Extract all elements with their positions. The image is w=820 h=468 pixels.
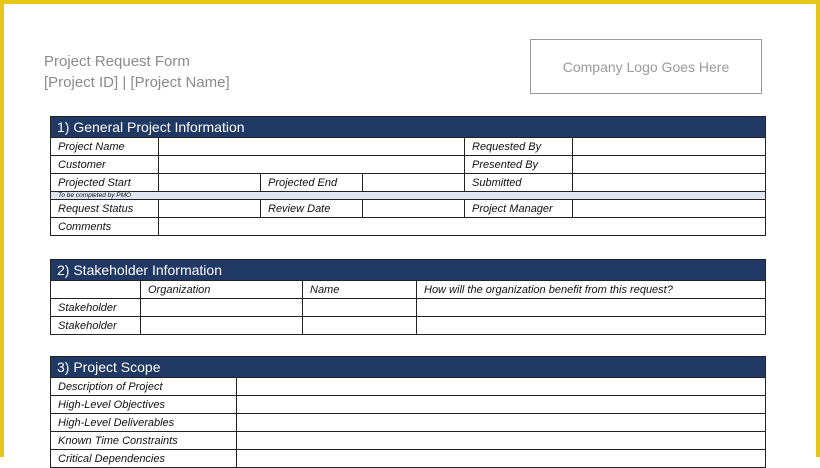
- customer-field[interactable]: [159, 156, 465, 174]
- name-field[interactable]: [303, 299, 417, 317]
- name-field[interactable]: [303, 317, 417, 335]
- organization-field[interactable]: [141, 299, 303, 317]
- project-name-field[interactable]: [159, 138, 465, 156]
- company-logo-placeholder: [530, 39, 762, 94]
- submitted-field[interactable]: [573, 174, 766, 192]
- label-projected-start: Projected Start: [51, 174, 159, 192]
- col-header-benefit: How will the organization benefit from this request?: [417, 281, 766, 299]
- benefit-field[interactable]: [417, 317, 766, 335]
- benefit-field[interactable]: [417, 299, 766, 317]
- stakeholder-header-blank: [51, 281, 141, 299]
- label-high-level-objectives: High-Level Objectives: [51, 396, 237, 414]
- request-status-field[interactable]: [159, 200, 261, 218]
- logo-placeholder-text: Company Logo Goes Here: [562, 58, 730, 75]
- label-review-date: Review Date: [261, 200, 363, 218]
- general-info-table: [50, 116, 766, 236]
- comments-field[interactable]: [159, 218, 766, 236]
- description-field[interactable]: [237, 378, 766, 396]
- col-header-organization: Organization: [141, 281, 303, 299]
- label-known-time-constraints: Known Time Constraints: [51, 432, 237, 450]
- form-title: Project Request Form: [44, 53, 190, 70]
- label-project-manager: Project Manager: [465, 200, 573, 218]
- section-heading-stakeholder: 2) Stakeholder Information: [51, 260, 766, 281]
- projected-start-field[interactable]: [159, 174, 261, 192]
- pmo-note: To be completed by PMO: [51, 192, 766, 200]
- deliverables-field[interactable]: [237, 414, 766, 432]
- label-customer: Customer: [51, 156, 159, 174]
- requested-by-field[interactable]: [573, 138, 766, 156]
- organization-field[interactable]: [141, 317, 303, 335]
- label-description-of-project: Description of Project: [51, 378, 237, 396]
- objectives-field[interactable]: [237, 396, 766, 414]
- section-heading-general: 1) General Project Information: [51, 117, 766, 138]
- col-header-name: Name: [303, 281, 417, 299]
- stakeholder-table: [50, 259, 766, 335]
- section-heading-scope: 3) Project Scope: [51, 357, 766, 378]
- stakeholder-row-label: Stakeholder: [51, 317, 141, 335]
- label-request-status: Request Status: [51, 200, 159, 218]
- label-project-name: Project Name: [51, 138, 159, 156]
- label-critical-dependencies: Critical Dependencies: [51, 450, 237, 468]
- label-high-level-deliverables: High-Level Deliverables: [51, 414, 237, 432]
- project-manager-field[interactable]: [573, 200, 766, 218]
- project-scope-table: [50, 356, 766, 468]
- label-comments: Comments: [51, 218, 159, 236]
- dependencies-field[interactable]: [237, 450, 766, 468]
- label-submitted: Submitted: [465, 174, 573, 192]
- review-date-field[interactable]: [363, 200, 465, 218]
- project-id-name: [Project ID] | [Project Name]: [44, 74, 230, 91]
- presented-by-field[interactable]: [573, 156, 766, 174]
- projected-end-field[interactable]: [363, 174, 465, 192]
- label-presented-by: Presented By: [465, 156, 573, 174]
- stakeholder-row-label: Stakeholder: [51, 299, 141, 317]
- label-requested-by: Requested By: [465, 138, 573, 156]
- label-projected-end: Projected End: [261, 174, 363, 192]
- time-constraints-field[interactable]: [237, 432, 766, 450]
